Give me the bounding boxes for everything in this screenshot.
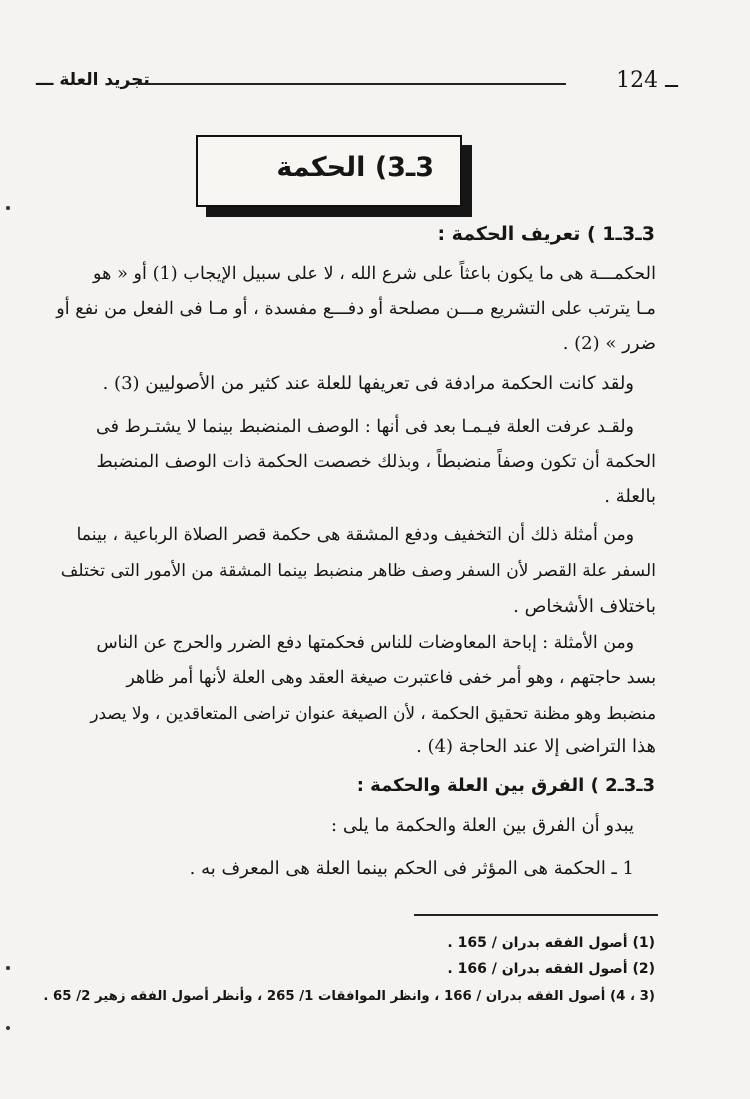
paragraph-line: منضبط وهو مظنة تحقيق الحكمة ، لأن الصيغة عنوان تراضى المتعاقدين ، ولا يصدر [90,703,656,723]
footnote-divider [414,914,658,916]
scan-speck [6,966,10,970]
paragraph-line: ومن أمثلة ذلك أن التخفيف ودفع المشقة هى حكمة قصر الصلاة الرباعية ، بينما [76,525,634,545]
paragraph-line: ولقـد عرفت العلة فيـمـا بعد فى أنها : الوصف المنضبط بينما لا يشتـرط فى [96,417,634,437]
paragraph-line: يبدو أن الفرق بين العلة والحكمة ما يلى : [331,815,634,836]
paragraph-line: بالعلة . [604,486,656,507]
section-title-box [196,135,462,207]
paragraph-line: ضرر » (2) . [562,333,656,354]
footnote: (2) أصول الفقه بدران / 166 . [447,961,655,977]
section-title: 3ـ3) الحكمة [276,152,434,183]
running-header [36,66,678,100]
paragraph-line: السفر علة القصر لأن السفر وصف ظاهر منضبط بينما المشقة من الأمور التى تختلف [60,561,656,581]
subsection-heading-definition: 3ـ3ـ1 ) تعريف الحكمة : [437,223,655,245]
paragraph-line: ومن الأمثلة : إباحة المعاوضات للناس فحكمتها دفع الضرر والحرج عن الناس [96,633,634,653]
footnote: (1) أصول الفقه بدران / 165 . [447,935,655,951]
running-title: تجريد العلة ـــ [36,70,150,90]
paragraph-line: هذا التراضى إلا عند الحاجة (4) . [416,736,656,757]
page-number: 124 ــ [616,68,678,93]
paragraph-line: ولقد كانت الحكمة مرادفة فى تعريفها للعلة عند كثير من الأصوليين (3) . [102,373,634,394]
scan-speck [6,1026,10,1030]
paragraph-line: باختلاف الأشخاص . [513,596,656,617]
paragraph-line: بسد حاجتهم ، وهو أمر خفى فاعتبرت صيغة العقد وهى العلة لأنها أمر ظاهر [126,668,656,688]
paragraph-line: الحكمـــة هى ما يكون باعثاً على شرع الله ، لا على سبيل الإيجاب (1) أو « هو [92,264,656,284]
list-item: 1 ـ الحكمة هى المؤثر فى الحكم بينما العلة هى المعرف به . [189,858,634,879]
header-rule [138,83,566,85]
footnote: (3 ، 4) أصول الفقه بدران / 166 ، وانظر الموافقات 1/ 265 ، وأنظر أصول الفقه زهير 2/ 65 . [43,989,655,1004]
scan-speck [6,206,10,210]
paragraph-line: الحكمة أن تكون وصفاً منضبطاً ، وبذلك خصصت الحكمة ذات الوصف المنضبط [96,452,656,472]
subsection-heading-difference: 3ـ3ـ2 ) الفرق بين العلة والحكمة : [356,775,655,796]
paragraph-line: مـا يترتب على التشريع مـــن مصلحة أو دفـــع مفسدة ، أو مـا فى الفعل من نفع أو [56,299,656,319]
